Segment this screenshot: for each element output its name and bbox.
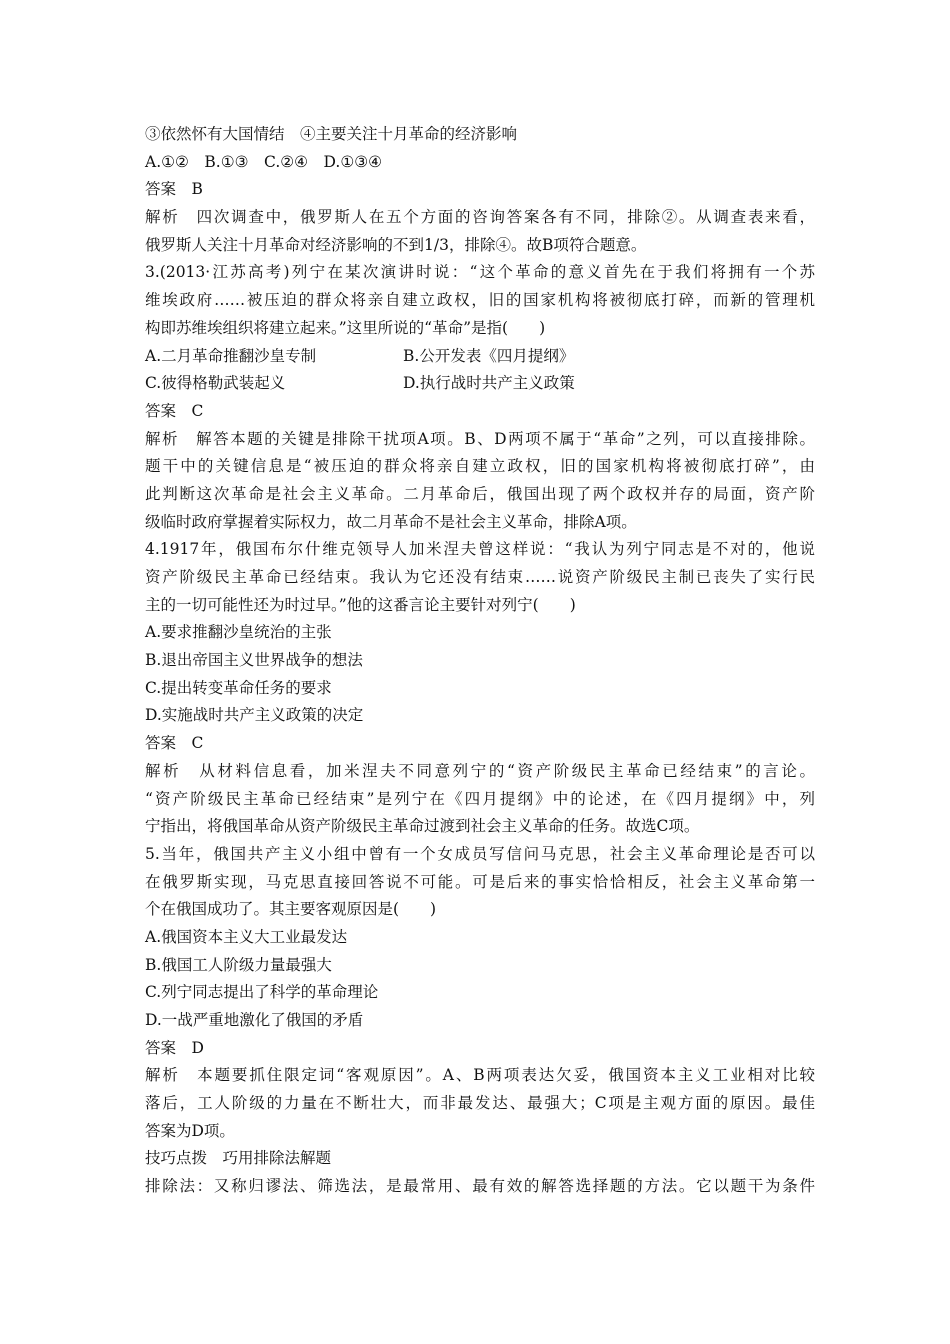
question-line: 构即苏维埃组织将建立起来。”这里所说的“革命”是指( ) [145, 318, 546, 337]
analysis-line: 宁指出，将俄国革命从资产阶级民主革命过渡到社会主义革命的任务。故选C项。 [145, 817, 700, 836]
answer-line: 答案 D [145, 1038, 204, 1057]
analysis-line: 答案为D项。 [145, 1121, 235, 1140]
question-line: 主的一切可能性还为时过早。”他的这番言论主要针对列宁( ) [145, 595, 576, 614]
option-b: B.退出帝国主义世界战争的想法 [145, 651, 363, 670]
answer-line: 答案 B [145, 180, 203, 199]
analysis-line: 解析 解答本题的关键是排除干扰项A项。B、D两项不属于“革命”之列，可以直接排除。 [145, 429, 815, 448]
analysis-line: 级临时政府掌握着实际权力，故二月革命不是社会主义革命，排除A项。 [145, 512, 637, 531]
option-d: D.实施战时共产主义政策的决定 [145, 706, 364, 725]
option-d: D.一战严重地激化了俄国的矛盾 [145, 1011, 364, 1029]
analysis-line: 解析 四次调查中，俄罗斯人在五个方面的咨询答案各有不同，排除②。从调查表来看， [145, 208, 815, 227]
options-row [145, 370, 815, 398]
question-line: 个在俄国成功了。其主要客观原因是( ) [145, 900, 437, 919]
analysis-line: 俄罗斯人关注十月革命对经济影响的不到1/3，排除④。故B项符合题意。 [145, 235, 647, 254]
question-line: 在俄罗斯实现，马克思直接回答说不可能。可是后来的事实恰恰相反，社会主义革命第一 [145, 872, 815, 891]
option-c: C.彼得格勒武装起义 [145, 374, 286, 393]
analysis-line: 此判断这次革命是社会主义革命。二月革命后，俄国出现了两个政权并存的局面，资产阶 [145, 484, 815, 503]
document-body [145, 121, 815, 1201]
option-a: A.二月革命推翻沙皇专制 [145, 346, 317, 365]
options-line: A.①② B.①③ C.②④ D.①③④ [145, 152, 383, 171]
analysis-line: 解析 本题要抓住限定词“客观原因”。A、B两项表达欠妥，俄国资本主义工业相对比较 [145, 1066, 815, 1085]
answer-line: 答案 C [145, 401, 204, 420]
option-b: B.公开发表《四月提纲》 [403, 346, 575, 365]
question-line: 4.1917年，俄国布尔什维克领导人加米涅夫曾这样说：“我认为列宁同志是不对的，他说 [145, 540, 815, 559]
analysis-line: “资产阶级民主革命已经结束”是列宁在《四月提纲》中的论述，在《四月提纲》中，列 [145, 789, 815, 808]
answer-line: 答案 C [145, 734, 204, 753]
option-d: D.执行战时共产主义政策 [403, 374, 575, 393]
option-c: C.提出转变革命任务的要求 [145, 678, 332, 697]
question-line: 3.(2013·江苏高考)列宁在某次演讲时说：“这个革命的意义首先在于我们将拥有一个苏 [145, 263, 815, 282]
option-b: B.俄国工人阶级力量最强大 [145, 955, 332, 974]
analysis-line: 解析 从材料信息看，加米涅夫不同意列宁的“资产阶级民主革命已经结束”的言论。 [145, 761, 815, 780]
option-c: C.列宁同志提出了科学的革命理论 [145, 983, 379, 1002]
question-line: 5.当年，俄国共产主义小组中曾有一个女成员写信问马克思，社会主义革命理论是否可以 [145, 844, 815, 863]
option-line: ③依然怀有大国情结 ④主要关注十月革命的经济影响 [145, 125, 518, 143]
option-a: A.要求推翻沙皇统治的主张 [145, 623, 332, 642]
option-a: A.俄国资本主义大工业最发达 [145, 927, 348, 946]
analysis-line: 题干中的关键信息是“被压迫的群众将亲自建立政权，旧的国家机构将被彻底打碎”，由 [145, 457, 815, 476]
tip-heading: 技巧点拨 巧用排除法解题 [145, 1149, 332, 1168]
question-line: 维埃政府……被压迫的群众将亲自建立政权，旧的国家机构将被彻底打碎，而新的管理机 [145, 291, 815, 310]
analysis-line: 落后，工人阶级的力量在不断壮大，而非最发达、最强大；C项是主观方面的原因。最佳 [145, 1094, 815, 1113]
tip-line: 排除法：又称归谬法、筛选法，是最常用、最有效的解答选择题的方法。它以题干为条件 [145, 1177, 815, 1196]
options-row [145, 343, 815, 371]
question-line: 资产阶级民主革命已经结束。我认为它还没有结束……说资产阶级民主制已丧失了实行民 [145, 568, 815, 586]
